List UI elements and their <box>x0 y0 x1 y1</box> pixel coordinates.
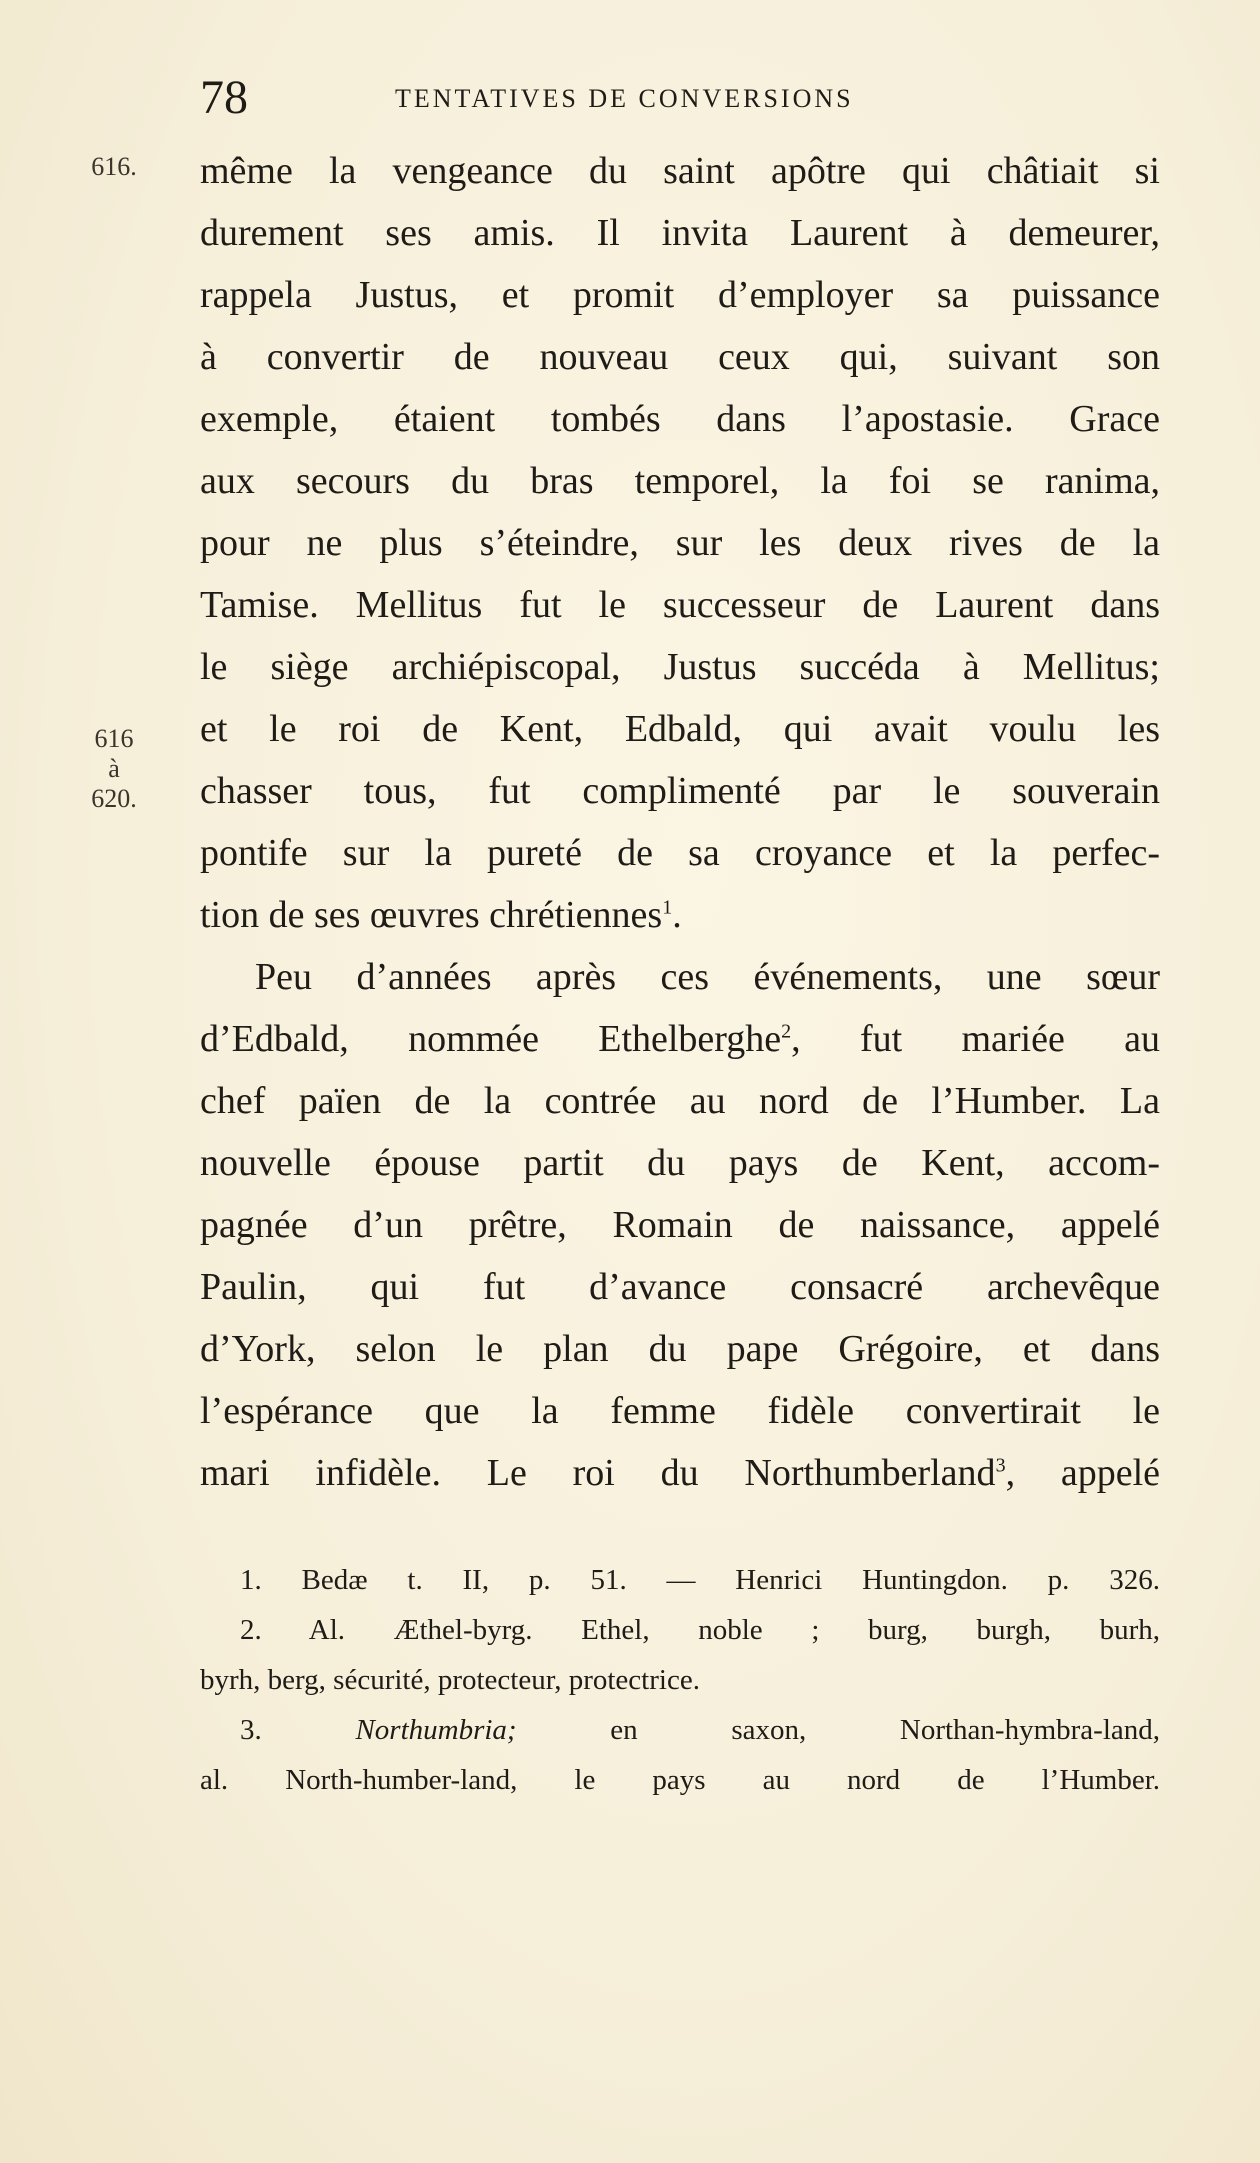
text-line: Peu d’années après ces événements, une sœur <box>255 956 1160 998</box>
text-line: pour ne plus s’éteindre, sur les deux rives de la <box>200 522 1160 564</box>
text-line: mari infidèle. Le roi du Northumberland$^3$, appelé <box>200 1452 1160 1494</box>
text-line: rappela Justus, et promit d’employer sa puissance <box>200 274 1160 316</box>
footnote-ref-1: 1 <box>662 896 673 919</box>
text-line: chef païen de la contrée au nord de l’Humber. La <box>200 1080 1160 1122</box>
text-line: chasser tous, fut complimenté par le souverain <box>200 770 1160 812</box>
text-line: d’York, selon le plan du pape Grégoire, et dans <box>200 1328 1160 1370</box>
margin-date-616-620: 616 à 620. <box>91 724 137 813</box>
text-line: même la vengeance du saint apôtre qui châtiait si <box>200 150 1160 192</box>
text-line: nouvelle épouse partit du pays de Kent, accom- <box>200 1142 1160 1184</box>
text-line: le siège archiépiscopal, Justus succéda à Mellitus; <box>200 646 1160 688</box>
footnote-2-continued: byrh, berg, sécurité, protecteur, protectrice. <box>200 1664 700 1696</box>
page-number: 78 <box>200 71 248 124</box>
running-head: TENTATIVES DE CONVERSIONS <box>395 84 854 113</box>
text-line: l’espérance que la femme fidèle convertirait le <box>200 1390 1160 1432</box>
text-line: pontife sur la pureté de sa croyance et la perfec- <box>200 832 1160 874</box>
footnote-1: 1. Bedæ t. II, p. 51. — Henrici Huntingdon. p. 326. <box>240 1564 1160 1596</box>
footnotes <box>200 1555 1160 1805</box>
text-line: pagnée d’un prêtre, Romain de naissance, appelé <box>200 1204 1160 1246</box>
footnote-2: 2. Al. Æthel-byrg. Ethel, noble ; burg, burgh, burh, <box>240 1614 1160 1646</box>
text-line: aux secours du bras temporel, la foi se ranima, <box>200 460 1160 502</box>
text-line: durement ses amis. Il invita Laurent à demeurer, <box>200 212 1160 254</box>
footnote-ref-2: 2 <box>781 1020 792 1043</box>
text-line: exemple, étaient tombés dans l’apostasie. Grace <box>200 398 1160 440</box>
text-line: et le roi de Kent, Edbald, qui avait voulu les <box>200 708 1160 750</box>
text-line: Tamise. Mellitus fut le successeur de Laurent dans <box>200 584 1160 626</box>
page-header <box>200 70 1160 130</box>
footnote-3: 3. Northumbria; en saxon, Northan-hymbra-land, <box>240 1714 1161 1746</box>
text-line: d’Edbald, nommée Ethelberghe$^2$, fut mariée au <box>200 1018 1160 1060</box>
body-text <box>200 140 1160 1504</box>
margin-date-616: 616. <box>91 152 137 181</box>
text-line: Paulin, qui fut d’avance consacré archevêque <box>200 1266 1160 1308</box>
footnote-ref-3: 3 <box>995 1454 1006 1477</box>
footnote-3-italic: Northumbria; <box>355 1714 517 1746</box>
text-line: tion de ses œuvres chrétiennes$^1$. <box>200 894 682 936</box>
footnote-3-continued: al. North-humber-land, le pays au nord de l’Humber. <box>200 1764 1160 1796</box>
text-line: à convertir de nouveau ceux qui, suivant son <box>200 336 1160 378</box>
